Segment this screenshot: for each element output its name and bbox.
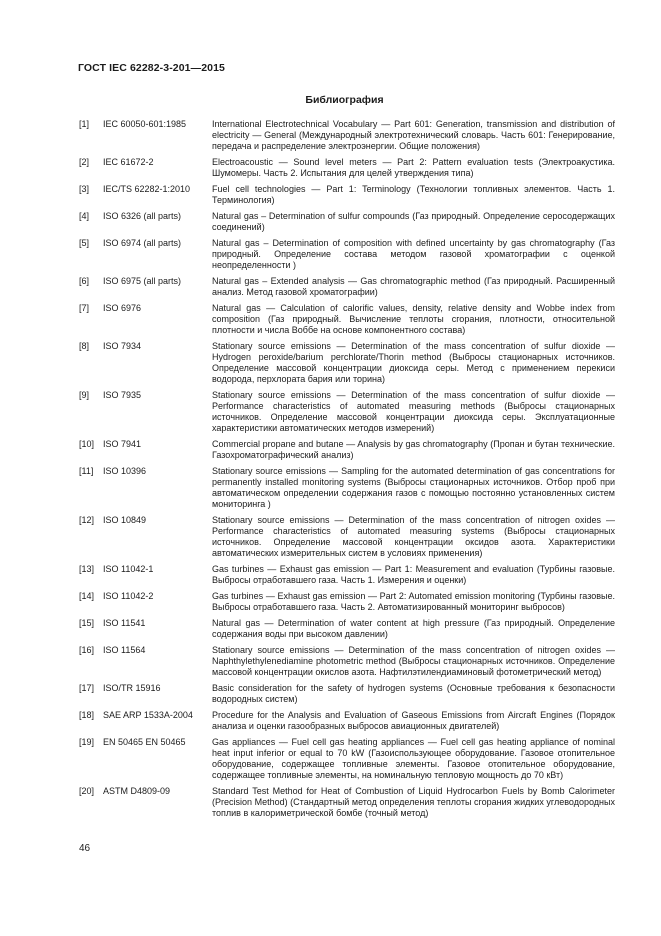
bibliography-title: Библиография: [305, 94, 384, 106]
entry-number: [8]: [79, 341, 90, 351]
entry-standard: ISO 7934: [103, 341, 142, 351]
entry-description: International Electrotechnical Vocabulary — Part 601: Generation, transmission and distribution of electricity — General (Международный электротехнический словарь. Часть 601: Генерирование, передача и распределение электроэнергии. Общие положения): [212, 119, 615, 151]
entry-number: [16]: [79, 645, 95, 655]
entry-description: Stationary source emissions — Determination of the mass concentration of sulfur dioxide — Performance characteristics of automated measuring methods (Выбросы стационарных источников. Определение массовой концентрации диоксида серы. Эксплуатационные характеристики автоматических методов измерений): [212, 390, 615, 433]
entry-number: [10]: [79, 439, 95, 449]
entry-standard: ISO 7941: [103, 439, 142, 449]
bibliography-list: [79, 119, 615, 824]
entry-number: [18]: [79, 710, 95, 720]
entry-number: [13]: [79, 564, 95, 574]
entry-standard: ISO 11564: [103, 645, 146, 655]
entry-standard: EN 50465 EN 50465: [103, 737, 186, 747]
entry-description: Stationary source emissions — Determination of the mass concentration of nitrogen oxides — Performance characteristics of automated measuring systems (Выбросы стационарных источников. Определение массовой концентрации оксидов азота. Характеристики автоматических измерительных систем в условиях применения): [212, 515, 615, 558]
entry-number: [2]: [79, 157, 90, 167]
entry-number: [17]: [79, 683, 95, 693]
entry-standard: ISO 11541: [103, 618, 146, 628]
bibliography-entry: [79, 591, 615, 613]
bibliography-entry: [79, 466, 615, 510]
entry-number: [9]: [79, 390, 90, 400]
bibliography-entry: [79, 390, 615, 434]
entry-description: Electroacoustic — Sound level meters — Part 2: Pattern evaluation tests (Электроакустика. Шумомеры. Часть 2. Испытания для целей утверждения типа): [212, 157, 615, 178]
bibliography-entry: [79, 119, 615, 152]
bibliography-entry: [79, 238, 615, 271]
entry-description: Natural gas – Determination of sulfur compounds (Газ природный. Определение серосодержащих соединений): [212, 211, 615, 232]
bibliography-entry: [79, 184, 615, 206]
entry-standard: IEC 60050-601:1985: [103, 119, 187, 129]
bibliography-entry: [79, 618, 615, 640]
entry-description: Procedure for the Analysis and Evaluation of Gaseous Emissions from Aircraft Engines (Порядок анализа и оценки газообразных выбросов авиационных двигателей): [212, 710, 615, 731]
bibliography-entry: [79, 341, 615, 385]
entry-description: Natural gas – Determination of composition with defined uncertainty by gas chromatography (Газ природный. Определение состава методом газовой хроматографии с оценкой неопределенности ): [212, 238, 615, 270]
entry-number: [15]: [79, 618, 95, 628]
entry-number: [4]: [79, 211, 90, 221]
bibliography-entry: [79, 564, 615, 586]
entry-standard: ISO 6326 (all parts): [103, 211, 182, 221]
bibliography-entry: [79, 276, 615, 298]
entry-standard: ISO 6976: [103, 303, 142, 313]
bibliography-entry: [79, 645, 615, 678]
entry-standard: ISO 7935: [103, 390, 142, 400]
entry-description: Gas turbines — Exhaust gas emission — Part 1: Measurement and evaluation (Турбины газовые. Выбросы отработавшего газа. Часть 1. Измерения и оценки): [212, 564, 615, 585]
entry-standard: ISO 6974 (all parts): [103, 238, 182, 248]
entry-standard: SAE ARP 1533A-2004: [103, 710, 193, 720]
bibliography-entry: [79, 786, 615, 819]
bibliography-entry: [79, 683, 615, 705]
entry-standard: IEC/TS 62282-1:2010: [103, 184, 191, 194]
bibliography-entry: [79, 157, 615, 179]
entry-description: Stationary source emissions — Determination of the mass concentration of sulfur dioxide — Hydrogen peroxide/barium perchlorate/Thorin method (Выбросы стационарных источников. Определение массовой концентрации диоксида серы. Метод с применением перекиси водорода, перхлората бария или торина): [212, 341, 615, 384]
entry-standard: ASTM D4809-09: [103, 786, 171, 796]
entry-description: Natural gas — Determination of water content at high pressure (Газ природный. Определение содержания воды при высоком давлении): [212, 618, 615, 639]
document-header: ГОСТ IEC 62282-3-201—2015: [78, 62, 225, 74]
entry-description: Natural gas — Calculation of calorific values, density, relative density and Wobbe index from composition (Газ природный. Вычисление теплоты сгорания, плотности, относительной плотности и числа Воббе на основе компонентного состава): [212, 303, 615, 335]
entry-description: Gas appliances — Fuel cell gas heating appliances — Fuel cell gas heating appliance of nominal heat input inferior or equal to 70 kW (Газоиспользующее оборудование. Газовое отопительное оборудование, содержащее топливные элементы. Газовое отопительное оборудование, содержащее топливные элементы, на номинальную тепловую мощность до 70 кВт): [212, 737, 615, 780]
entry-description: Standard Test Method for Heat of Combustion of Liquid Hydrocarbon Fuels by Bomb Calorimeter (Precision Method) (Стандартный метод определения теплоты сгорания жидких углеводородных топлив в калориметрической бомбе (точный метод): [212, 786, 615, 818]
bibliography-entry: [79, 211, 615, 233]
entry-description: Gas turbines — Exhaust gas emission — Part 2: Automated emission monitoring (Турбины газовые. Выбросы отработавшего газа. Часть 2. Автоматизированный мониторинг выбросов): [212, 591, 615, 612]
page-number: 46: [79, 843, 91, 854]
entry-number: [11]: [79, 466, 94, 476]
entry-standard: ISO 6975 (all parts): [103, 276, 182, 286]
entry-description: Basic consideration for the safety of hydrogen systems (Основные требования к безопасности водородных систем): [212, 683, 615, 704]
entry-number: [1]: [79, 119, 90, 129]
entry-description: Commercial propane and butane — Analysis by gas chromatography (Пропан и бутан технические. Газохроматографический анализ): [212, 439, 615, 460]
entry-standard: ISO/TR 15916: [103, 683, 161, 693]
entry-description: Stationary source emissions — Sampling for the automated determination of gas concentrations for permanently installed monitoring systems (Выбросы стационарных источников. Отбор проб при автоматическом определении содержания газов с помощью постоянно установленных систем мониторинга ): [212, 466, 615, 509]
entry-description: Fuel cell technologies — Part 1: Terminology (Технологии топливных элементов. Часть 1. Терминология): [212, 184, 615, 205]
entry-description: Natural gas – Extended analysis — Gas chromatographic method (Газ природный. Расширенный анализ. Метод газовой хроматографии): [212, 276, 615, 297]
bibliography-entry: [79, 710, 615, 732]
entry-number: [5]: [79, 238, 90, 248]
entry-standard: ISO 10396: [103, 466, 147, 476]
entry-number: [3]: [79, 184, 90, 194]
entry-standard: ISO 10849: [103, 515, 147, 525]
bibliography-entry: [79, 439, 615, 461]
bibliography-entry: [79, 303, 615, 336]
entry-description: Stationary source emissions — Determination of the mass concentration of nitrogen oxides — Naphthylethylenediamine photometric method (Выбросы стационарных источников. Определение массовой концентрации окислов азота. Нафтилэтилендиаминовый фотометрический метод): [212, 645, 615, 677]
entry-number: [14]: [79, 591, 95, 601]
entry-number: [12]: [79, 515, 95, 525]
entry-number: [7]: [79, 303, 90, 313]
bibliography-entry: [79, 737, 615, 781]
entry-standard: ISO 11042-2: [103, 591, 154, 601]
entry-standard: ISO 11042-1: [103, 564, 154, 574]
entry-number: [19]: [79, 737, 95, 747]
entry-standard: IEC 61672-2: [103, 157, 154, 167]
bibliography-entry: [79, 515, 615, 559]
entry-number: [6]: [79, 276, 90, 286]
entry-number: [20]: [79, 786, 95, 796]
